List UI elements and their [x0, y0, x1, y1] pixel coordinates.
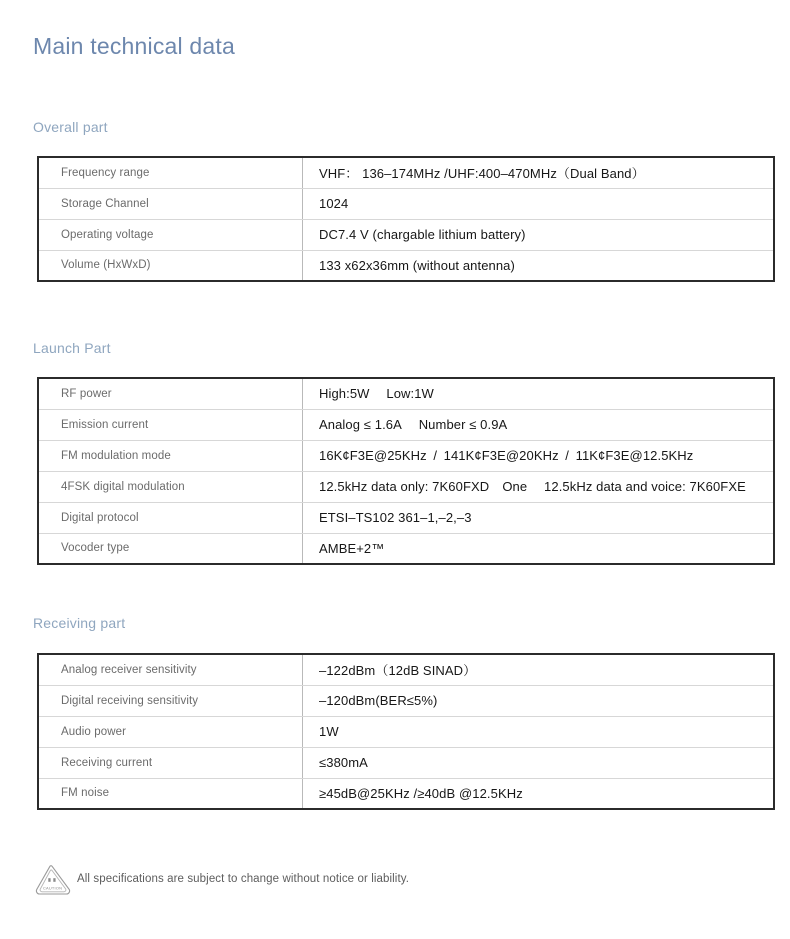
table-row [38, 471, 774, 502]
spec-label: Digital protocol [38, 502, 303, 533]
spec-label: FM modulation mode [38, 440, 303, 471]
section-title-overall: Overall part [33, 119, 108, 135]
footnote [33, 862, 409, 896]
spec-label: Audio power [38, 716, 303, 747]
spec-value: 1W [303, 716, 775, 747]
spec-label: Emission current [38, 409, 303, 440]
table-row [38, 747, 774, 778]
spec-table-receiving [37, 653, 775, 810]
table-row [38, 157, 774, 188]
spec-label: Frequency range [38, 157, 303, 188]
spec-label: FM noise [38, 778, 303, 809]
caution-icon [33, 862, 73, 896]
table-row [38, 188, 774, 219]
table-row [38, 778, 774, 809]
spec-value: 12.5kHz data only: 7K60FXD One 12.5kHz data and voice: 7K60FXE [303, 471, 775, 502]
spec-value: DC7.4 V (chargable lithium battery) [303, 219, 775, 250]
spec-label: Operating voltage [38, 219, 303, 250]
spec-value: 133 x62x36mm (without antenna) [303, 250, 775, 281]
spec-value: VHF： 136–174MHz /UHF:400–470MHz（Dual Band） [303, 157, 775, 188]
spec-table-overall [37, 156, 775, 282]
footnote-text: All specifications are subject to change without notice or liability. [77, 873, 410, 885]
table-row [38, 716, 774, 747]
spec-value: High:5W Low:1W [303, 378, 775, 409]
spec-value: 1024 [303, 188, 775, 219]
spec-value: –122dBm（12dB SINAD） [303, 654, 775, 685]
spec-label: Digital receiving sensitivity [38, 685, 303, 716]
spec-value: 16K¢F3E@25KHz / 141K¢F3E@20KHz / 11K¢F3E@12.5KHz [303, 440, 775, 471]
spec-value: ≥45dB@25KHz /≥40dB @12.5KHz [303, 778, 775, 809]
table-row [38, 219, 774, 250]
spec-label: Receiving current [38, 747, 303, 778]
section-title-launch: Launch Part [33, 340, 111, 356]
spec-label: RF power [38, 378, 303, 409]
spec-value: ≤380mA [303, 747, 775, 778]
table-row [38, 654, 774, 685]
table-row [38, 378, 774, 409]
spec-label: 4FSK digital modulation [38, 471, 303, 502]
svg-text:CAUTION: CAUTION [42, 885, 63, 891]
table-row [38, 685, 774, 716]
spec-value: ETSI–TS102 361–1,–2,–3 [303, 502, 775, 533]
spec-value: –120dBm(BER≤5%) [303, 685, 775, 716]
section-title-receiving: Receiving part [33, 615, 126, 631]
spec-value: Analog ≤ 1.6A Number ≤ 0.9A [303, 409, 775, 440]
table-row [38, 440, 774, 471]
table-row [38, 250, 774, 281]
spec-table-launch [37, 377, 775, 565]
spec-label: Analog receiver sensitivity [38, 654, 303, 685]
table-row [38, 502, 774, 533]
page-title: Main technical data [33, 33, 235, 59]
spec-label: Vocoder type [38, 533, 303, 564]
spec-label: Volume (HxWxD) [38, 250, 303, 281]
spec-value: AMBE+2™ [303, 533, 775, 564]
table-row [38, 533, 774, 564]
spec-label: Storage Channel [38, 188, 303, 219]
table-row [38, 409, 774, 440]
